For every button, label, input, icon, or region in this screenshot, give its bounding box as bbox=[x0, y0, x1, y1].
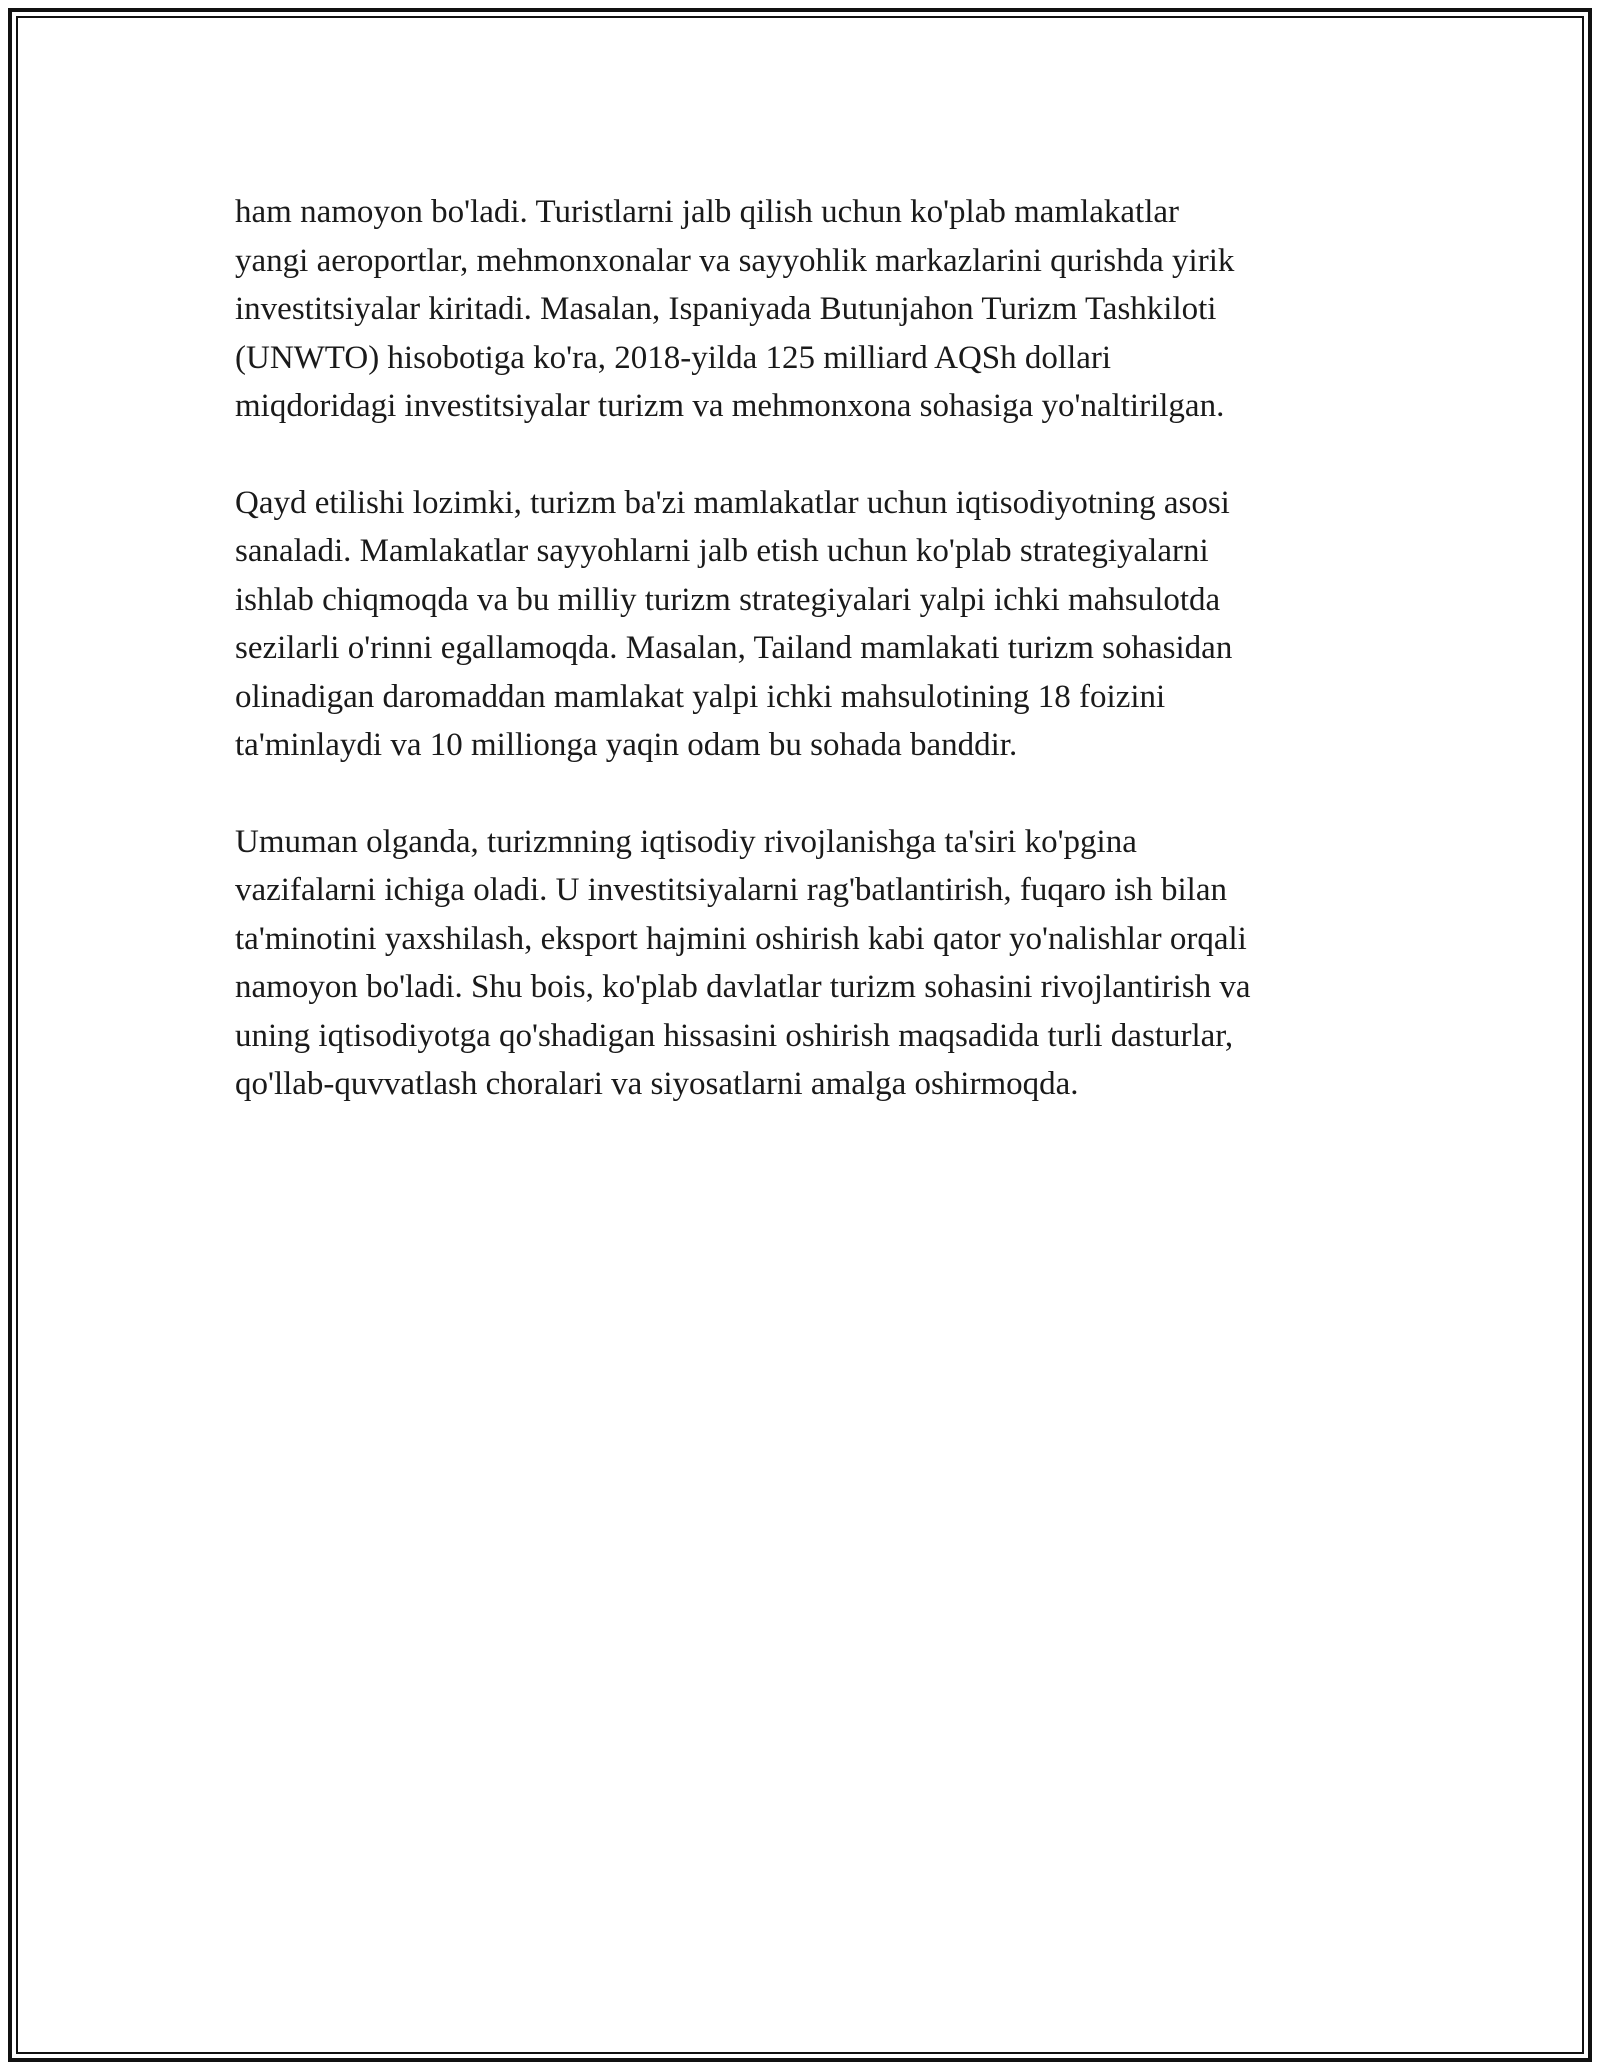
text-line: sezilarli o'rinni egallamoqda. Masalan, Tailand mamlakati turizm sohasidan bbox=[235, 630, 1233, 666]
text-line: ta'minotini yaxshilash, eksport hajmini oshirish kabi qator yo'nalishlar orqali bbox=[235, 920, 1247, 957]
text-line: Qayd etilishi lozimki, turizm ba'zi mamlakatlar uchun iqtisodiyotning asosi bbox=[235, 484, 1230, 521]
text-line: Umuman olganda, turizmning iqtisodiy rivojlanishga ta'siri ko'pgina bbox=[235, 823, 1137, 860]
text-line: olinadigan daromaddan mamlakat yalpi ichki mahsulotining 18 foizini bbox=[235, 678, 1166, 715]
text-line: ishlab chiqmoqda va bu milliy turizm strategiyalari yalpi ichki mahsulotda bbox=[235, 581, 1221, 618]
document-body bbox=[235, 188, 1385, 1157]
text-line: uning iqtisodiyotga qo'shadigan hissasini oshirish maqsadida turli dasturlar, bbox=[235, 1017, 1234, 1054]
text-line: miqdoridagi investitsiyalar turizm va mehmonxona sohasiga yo'naltirilgan. bbox=[235, 388, 1225, 424]
paragraph-1 bbox=[235, 188, 1385, 431]
paragraph-3 bbox=[235, 818, 1385, 1109]
paragraph-2 bbox=[235, 479, 1385, 770]
text-line: namoyon bo'ladi. Shu bois, ko'plab davlatlar turizm sohasini rivojlantirish va bbox=[235, 969, 1251, 1005]
text-line: vazifalarni ichiga oladi. U investitsiyalarni rag'batlantirish, fuqaro ish bilan bbox=[235, 872, 1227, 908]
text-line: ta'minlaydi va 10 millionga yaqin odam bu sohada banddir. bbox=[235, 727, 1018, 763]
text-line: (UNWTO) hisobotiga ko'ra, 2018-yilda 125 milliard AQSh dollari bbox=[235, 339, 1112, 376]
text-line: investitsiyalar kiritadi. Masalan, Ispaniyada Butunjahon Turizm Tashkiloti bbox=[235, 291, 1217, 327]
text-line: qo'llab-quvvatlash choralari va siyosatlarni amalga oshirmoqda. bbox=[235, 1066, 1079, 1102]
text-line: ham namoyon bo'ladi. Turistlarni jalb qilish uchun ko'plab mamlakatlar bbox=[235, 194, 1180, 230]
text-line: sanaladi. Mamlakatlar sayyohlarni jalb etish uchun ko'plab strategiyalarni bbox=[235, 533, 1209, 569]
text-line: yangi aeroportlar, mehmonxonalar va sayyohlik markazlarini qurishda yirik bbox=[235, 242, 1235, 279]
